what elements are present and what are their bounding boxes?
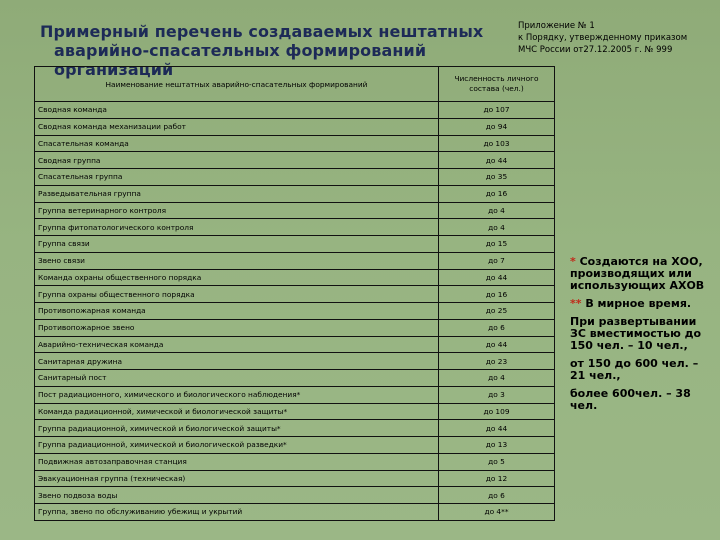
formation-name-cell: Команда охраны общественного порядка [35,269,439,286]
staff-count-cell: до 44 [439,336,555,353]
staff-count-cell: до 25 [439,303,555,320]
appendix-line-1: Приложение № 1 [518,21,595,31]
table-row [35,269,555,286]
table-row [35,303,555,320]
staff-count-cell: до 16 [439,286,555,303]
formation-name-cell: Группа охраны общественного порядка [35,286,439,303]
formation-name-cell: Группа, звено по обслуживанию убежищ и укрытий [35,504,439,521]
staff-count-cell: до 94 [439,118,555,135]
header-staff-count: Численность личного состава (чел.) [439,67,555,102]
formation-name-cell: Сводная команда [35,102,439,119]
staff-count-cell: до 6 [439,319,555,336]
staff-count-cell: до 15 [439,236,555,253]
formation-name-cell: Звено связи [35,252,439,269]
formation-name-cell: Противопожарное звено [35,319,439,336]
staff-count-cell: до 35 [439,169,555,186]
formation-name-cell: Сводная команда механизации работ [35,118,439,135]
formation-name-cell: Сводная группа [35,152,439,169]
staff-count-cell: до 44 [439,152,555,169]
staff-count-cell: до 103 [439,135,555,152]
table-row [35,437,555,454]
table-row [35,169,555,186]
note-4: от 150 до 600 чел. – 21 чел., [570,357,699,382]
formation-name-cell: Эвакуационная группа (техническая) [35,470,439,487]
table-row [35,487,555,504]
staff-count-cell: до 44 [439,269,555,286]
formation-name-cell: Группа радиационной, химической и биологической разведки* [35,437,439,454]
table-row [35,353,555,370]
table-header-row [35,67,555,102]
formation-name-cell: Группа ветеринарного контроля [35,202,439,219]
table-row [35,202,555,219]
appendix-line-3: МЧС России от27.12.2005 г. № 999 [518,45,673,55]
staff-count-cell: до 4 [439,370,555,387]
table-row [35,403,555,420]
staff-count-cell: до 4** [439,504,555,521]
table-row [35,420,555,437]
table-row [35,185,555,202]
table-row [35,286,555,303]
staff-count-cell: до 7 [439,252,555,269]
formation-name-cell: Группа радиационной, химической и биологической защиты* [35,420,439,437]
staff-count-cell: до 13 [439,437,555,454]
table-row [35,386,555,403]
formation-name-cell: Санитарная дружина [35,353,439,370]
note-5: более 600чел. – 38 чел. [570,387,691,412]
formation-name-cell: Пост радиационного, химического и биологического наблюдения* [35,386,439,403]
staff-count-cell: до 23 [439,353,555,370]
title-line-2: аварийно-спасательных формирований организаций [54,41,427,79]
staff-count-cell: до 12 [439,470,555,487]
appendix-line-2: к Порядку, утвержденному приказом [518,33,688,43]
staff-count-cell: до 16 [439,185,555,202]
table-row [35,370,555,387]
formation-name-cell: Противопожарная команда [35,303,439,320]
staff-count-cell: до 107 [439,102,555,119]
note-1: * Создаются на ХОО, производящих или использующих АХОВ [570,255,705,292]
staff-count-cell: до 4 [439,202,555,219]
table-row [35,252,555,269]
formation-name-cell: Команда радиационной, химической и биологической защиты* [35,403,439,420]
note-2-mark: ** [570,297,582,310]
table-row [35,336,555,353]
table-row [35,236,555,253]
staff-count-cell: до 44 [439,420,555,437]
appendix-reference [518,20,718,56]
table-row [35,453,555,470]
formation-name-cell: Аварийно-техническая команда [35,336,439,353]
formation-name-cell: Спасательная группа [35,169,439,186]
header-formation-name: Наименование нештатных аварийно-спасательных формирований [35,67,439,102]
table-row [35,102,555,119]
note-1-mark: * [570,255,576,268]
staff-count-cell: до 3 [439,386,555,403]
title-line-1: Примерный перечень создаваемых нештатных [40,22,484,41]
staff-count-cell: до 4 [439,219,555,236]
table-row [35,504,555,521]
footnotes [570,256,715,418]
table-row [35,319,555,336]
table-row [35,470,555,487]
formation-name-cell: Санитарный пост [35,370,439,387]
formation-name-cell: Подвижная автозаправочная станция [35,453,439,470]
table-row [35,152,555,169]
formation-name-cell: Спасательная команда [35,135,439,152]
formation-name-cell: Группа фитопатологического контроля [35,219,439,236]
note-3: При развертывании ЗС вместимостью до 150 чел. – 10 чел., [570,315,702,352]
formations-table [34,66,555,521]
formation-name-cell: Разведывательная группа [35,185,439,202]
table-row [35,219,555,236]
table-row [35,135,555,152]
formation-name-cell: Группа связи [35,236,439,253]
staff-count-cell: до 6 [439,487,555,504]
staff-count-cell: до 5 [439,453,555,470]
formation-name-cell: Звено подвоза воды [35,487,439,504]
table-row [35,118,555,135]
note-2: ** В мирное время. [570,297,692,310]
staff-count-cell: до 109 [439,403,555,420]
